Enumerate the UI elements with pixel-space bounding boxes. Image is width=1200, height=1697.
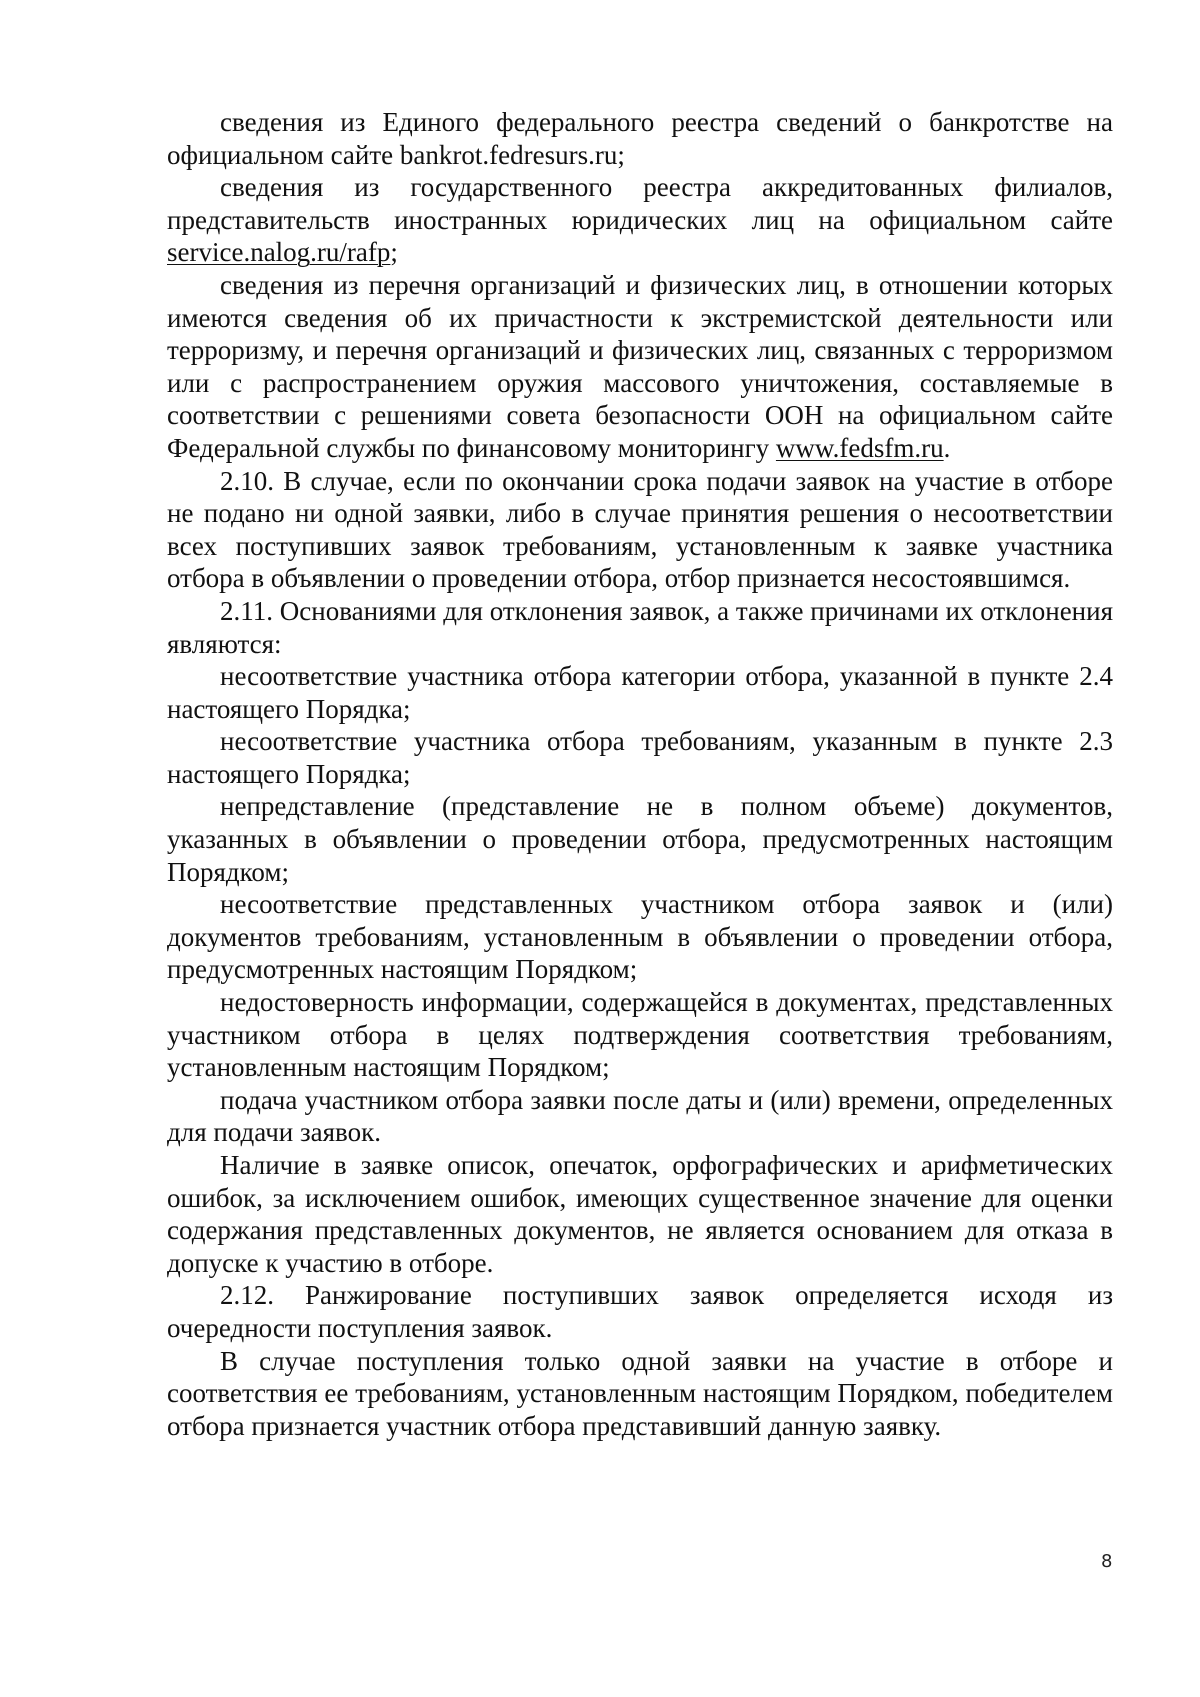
paragraph-2-12 [167,1279,1113,1344]
paragraph-text: недостоверность информации, содержащейся в документах, представленных участником отбора в целях подтверждения соответствия требованиям, установленным настоящим Порядком; [167,987,1113,1083]
paragraph-requirements-mismatch [167,725,1113,790]
paragraph-text: сведения из государственного реестра аккредитованных филиалов, представительств иностранных юридических лиц на официальном сайте [167,172,1113,235]
paragraph-text: непредставление (представление не в полном объеме) документов, указанных в объявлении о проведении отбора, предусмотренных настоящим Порядком; [167,791,1113,887]
paragraph-2-10 [167,465,1113,595]
link-fedsfm[interactable]: www.fedsfm.ru [775,432,944,463]
paragraph-typos-clause [167,1149,1113,1279]
paragraph-text: несоответствие участника отбора требованиям, указанным в пункте 2.3 настоящего Порядка; [167,726,1113,789]
paragraph-2-11 [167,595,1113,660]
paragraph-category-mismatch [167,660,1113,725]
document-body [167,106,1113,1442]
paragraph-text: Наличие в заявке описок, опечаток, орфографических и арифметических ошибок, за исключением ошибок, имеющих существенное значение для оценки содержания представленных документов, не является основанием для отказа в допуске к участию в отборе. [167,1150,1113,1278]
paragraph-text: несоответствие представленных участником отбора заявок и (или) документов требованиям, установленным в объявлении о проведении отбора, предусмотренных настоящим Порядком; [167,889,1113,985]
link-service-nalog[interactable]: service.nalog.ru/rafp [167,237,391,268]
paragraph-text: В случае поступления только одной заявки на участие в отборе и соответствия ее требованиям, установленным настоящим Порядком, победителем отбора признается участник отбора представивший данную заявку. [167,1345,1113,1441]
paragraph-text-end: ; [390,237,398,268]
paragraph-text: 2.11. Основаниями для отклонения заявок, а также причинами их отклонения являются: [167,595,1113,659]
paragraph-late-submission [167,1084,1113,1149]
paragraph-text: подача участником отбора заявки после даты и (или) времени, определенных для подачи заявок. [167,1084,1113,1148]
paragraph-documents-missing [167,790,1113,888]
paragraph-text: 2.10. В случае, если по окончании срока подачи заявок на участие в отборе не подано ни одной заявки, либо в случае принятия решения о несоответствии всех поступивших заявок требованиям, установленным к заявке участника отбора в объявлении о проведении отбора, отбор признается несостоявшимся. [167,465,1113,594]
paragraph-unreliable-info [167,986,1113,1084]
paragraph-single-application [167,1345,1113,1443]
page-number: 8 [1101,1551,1113,1572]
paragraph-text: сведения из перечня организаций и физических лиц, в отношении которых имеются сведения об их причастности к экстремистской деятельности или терроризму, и перечня организаций и физических лиц, связанных с терроризмом или с распространением оружия массового уничтожения, составляемые в соответствии с решениями совета безопасности ООН на официальном сайте Федеральной службы по финансовому мониторингу [167,269,1113,463]
paragraph-extremism-list [167,269,1113,465]
paragraph-text-end: . [943,432,951,463]
paragraph-documents-mismatch [167,888,1113,986]
paragraph-bankruptcy-registry [167,106,1113,171]
paragraph-text: несоответствие участника отбора категории отбора, указанной в пункте 2.4 настоящего Порядка; [167,661,1113,724]
paragraph-accredited-branches-registry [167,171,1113,269]
paragraph-text: 2.12. Ранжирование поступивших заявок определяется исходя из очередности поступления заявок. [167,1280,1113,1343]
paragraph-text: сведения из Единого федерального реестра сведений о банкротстве на официальном сайте bankrot.fedresurs.ru; [167,107,1113,170]
